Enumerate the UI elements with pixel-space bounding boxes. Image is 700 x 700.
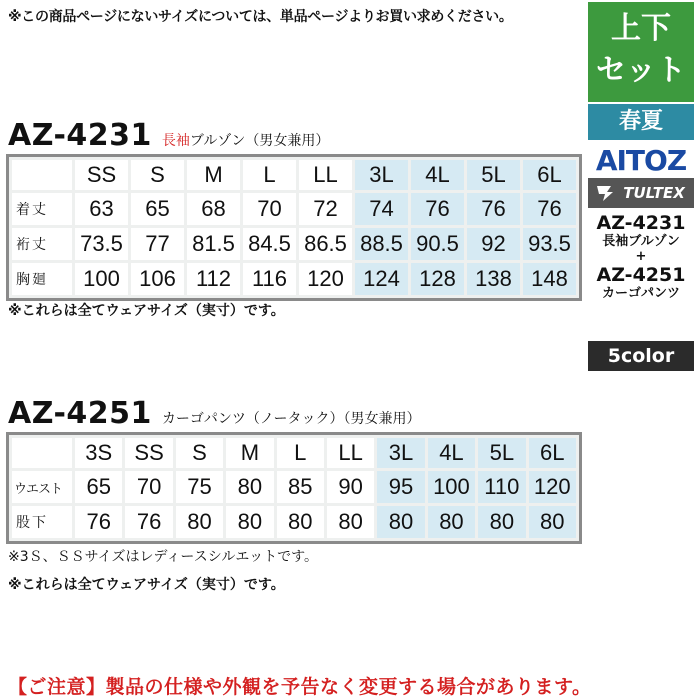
header-corner bbox=[12, 438, 72, 468]
table-cell: 100 bbox=[75, 263, 128, 295]
row-label: ウエスト bbox=[12, 471, 72, 503]
product1-name-accent: 長袖 bbox=[161, 133, 190, 149]
table-cell: 80 bbox=[478, 506, 525, 538]
size-header: 3L bbox=[355, 160, 408, 190]
table-cell: 95 bbox=[377, 471, 424, 503]
product2-title bbox=[8, 396, 420, 431]
table-cell: 84.5 bbox=[243, 228, 296, 260]
table-cell: 76 bbox=[75, 506, 122, 538]
header-corner bbox=[12, 160, 72, 190]
size-header: 3S bbox=[75, 438, 122, 468]
product2-size-table bbox=[6, 432, 582, 544]
size-header: S bbox=[176, 438, 223, 468]
product2-note-ladies: ※3Ｓ、ＳＳサイズはレディースシルエットです。 bbox=[8, 549, 318, 565]
size-header: L bbox=[243, 160, 296, 190]
product2-note: ※これらは全てウェアサイズ（実寸）です。 bbox=[8, 577, 285, 593]
table-row bbox=[12, 506, 576, 538]
size-header-row bbox=[12, 438, 576, 468]
table-cell: 90 bbox=[327, 471, 374, 503]
size-header-row bbox=[12, 160, 576, 190]
table-cell: 76 bbox=[467, 193, 520, 225]
table-cell: 110 bbox=[478, 471, 525, 503]
table-cell: 63 bbox=[75, 193, 128, 225]
product1-note: ※これらは全てウェアサイズ（実寸）です。 bbox=[8, 303, 285, 319]
table-row bbox=[12, 193, 576, 225]
size-header: SS bbox=[75, 160, 128, 190]
table-cell: 80 bbox=[277, 506, 324, 538]
set-item1-name: 長袖ブルゾン bbox=[602, 234, 680, 249]
table-cell: 138 bbox=[467, 263, 520, 295]
table-cell: 116 bbox=[243, 263, 296, 295]
table-cell: 70 bbox=[125, 471, 172, 503]
product1-title bbox=[8, 118, 329, 153]
table-cell: 124 bbox=[355, 263, 408, 295]
size-header: 4L bbox=[428, 438, 475, 468]
table-cell: 74 bbox=[355, 193, 408, 225]
set-item2-code: AZ-4251 bbox=[596, 264, 686, 286]
table-cell: 148 bbox=[523, 263, 576, 295]
size-header: 6L bbox=[523, 160, 576, 190]
table-cell: 120 bbox=[299, 263, 352, 295]
size-header: L bbox=[277, 438, 324, 468]
table-cell: 120 bbox=[529, 471, 576, 503]
size-header: 6L bbox=[529, 438, 576, 468]
product1-name bbox=[162, 130, 329, 150]
size-header: LL bbox=[299, 160, 352, 190]
table-row bbox=[12, 263, 576, 295]
table-row bbox=[12, 228, 576, 260]
table-cell: 92 bbox=[467, 228, 520, 260]
set-badge-line1: 上下 bbox=[611, 11, 671, 46]
color-count-badge: 5color bbox=[588, 341, 694, 371]
size-header: M bbox=[187, 160, 240, 190]
product2-code: AZ-4251 bbox=[8, 396, 152, 431]
row-label: 裄丈 bbox=[12, 228, 72, 260]
set-plus-sign: + bbox=[635, 249, 647, 264]
tultex-logo-text: TULTEX bbox=[623, 184, 685, 202]
set-item2-name: カーゴパンツ bbox=[601, 286, 680, 301]
set-contents bbox=[588, 212, 694, 302]
table-cell: 80 bbox=[176, 506, 223, 538]
table-cell: 81.5 bbox=[187, 228, 240, 260]
product1-name-rest: ブルゾン（男女兼用） bbox=[189, 133, 330, 149]
table-cell: 128 bbox=[411, 263, 464, 295]
caution-notice: 【ご注意】製品の仕様や外観を予告なく変更する場合があります。 bbox=[8, 676, 592, 698]
table-cell: 86.5 bbox=[299, 228, 352, 260]
size-header: LL bbox=[327, 438, 374, 468]
table-cell: 88.5 bbox=[355, 228, 408, 260]
availability-note: ※この商品ページにないサイズについては、単品ページよりお買い求めください。 bbox=[8, 9, 513, 25]
table-cell: 93.5 bbox=[523, 228, 576, 260]
table-row bbox=[12, 471, 576, 503]
size-header: M bbox=[226, 438, 273, 468]
table-cell: 80 bbox=[428, 506, 475, 538]
table-cell: 75 bbox=[176, 471, 223, 503]
table-cell: 90.5 bbox=[411, 228, 464, 260]
season-badge: 春夏 bbox=[588, 104, 694, 140]
set-badge-line2: セット bbox=[596, 53, 686, 88]
size-header: SS bbox=[125, 438, 172, 468]
table-cell: 73.5 bbox=[75, 228, 128, 260]
table-cell: 70 bbox=[243, 193, 296, 225]
tultex-mark-icon bbox=[597, 184, 619, 202]
product1-code: AZ-4231 bbox=[8, 118, 152, 153]
size-header: 3L bbox=[377, 438, 424, 468]
product1-size-table bbox=[6, 154, 582, 301]
table-cell: 100 bbox=[428, 471, 475, 503]
set-badge bbox=[588, 2, 694, 102]
row-label: 股下 bbox=[12, 506, 72, 538]
tultex-logo bbox=[588, 178, 694, 208]
size-header: S bbox=[131, 160, 184, 190]
size-header: 5L bbox=[467, 160, 520, 190]
size-header: 5L bbox=[478, 438, 525, 468]
table-cell: 80 bbox=[226, 471, 273, 503]
table-cell: 85 bbox=[277, 471, 324, 503]
table-cell: 65 bbox=[131, 193, 184, 225]
aitoz-logo: AITOZ bbox=[595, 143, 687, 177]
table-cell: 68 bbox=[187, 193, 240, 225]
table-cell: 76 bbox=[125, 506, 172, 538]
row-label: 着丈 bbox=[12, 193, 72, 225]
table-cell: 77 bbox=[131, 228, 184, 260]
table-cell: 76 bbox=[411, 193, 464, 225]
product2-name: カーゴパンツ（ノータック）（男女兼用） bbox=[161, 411, 421, 427]
table-cell: 106 bbox=[131, 263, 184, 295]
row-label: 胸廻 bbox=[12, 263, 72, 295]
table-cell: 72 bbox=[299, 193, 352, 225]
table-cell: 112 bbox=[187, 263, 240, 295]
table-cell: 80 bbox=[327, 506, 374, 538]
table-cell: 65 bbox=[75, 471, 122, 503]
set-item1-code: AZ-4231 bbox=[596, 212, 686, 234]
table-cell: 76 bbox=[523, 193, 576, 225]
size-header: 4L bbox=[411, 160, 464, 190]
table-cell: 80 bbox=[529, 506, 576, 538]
table-cell: 80 bbox=[377, 506, 424, 538]
table-cell: 80 bbox=[226, 506, 273, 538]
